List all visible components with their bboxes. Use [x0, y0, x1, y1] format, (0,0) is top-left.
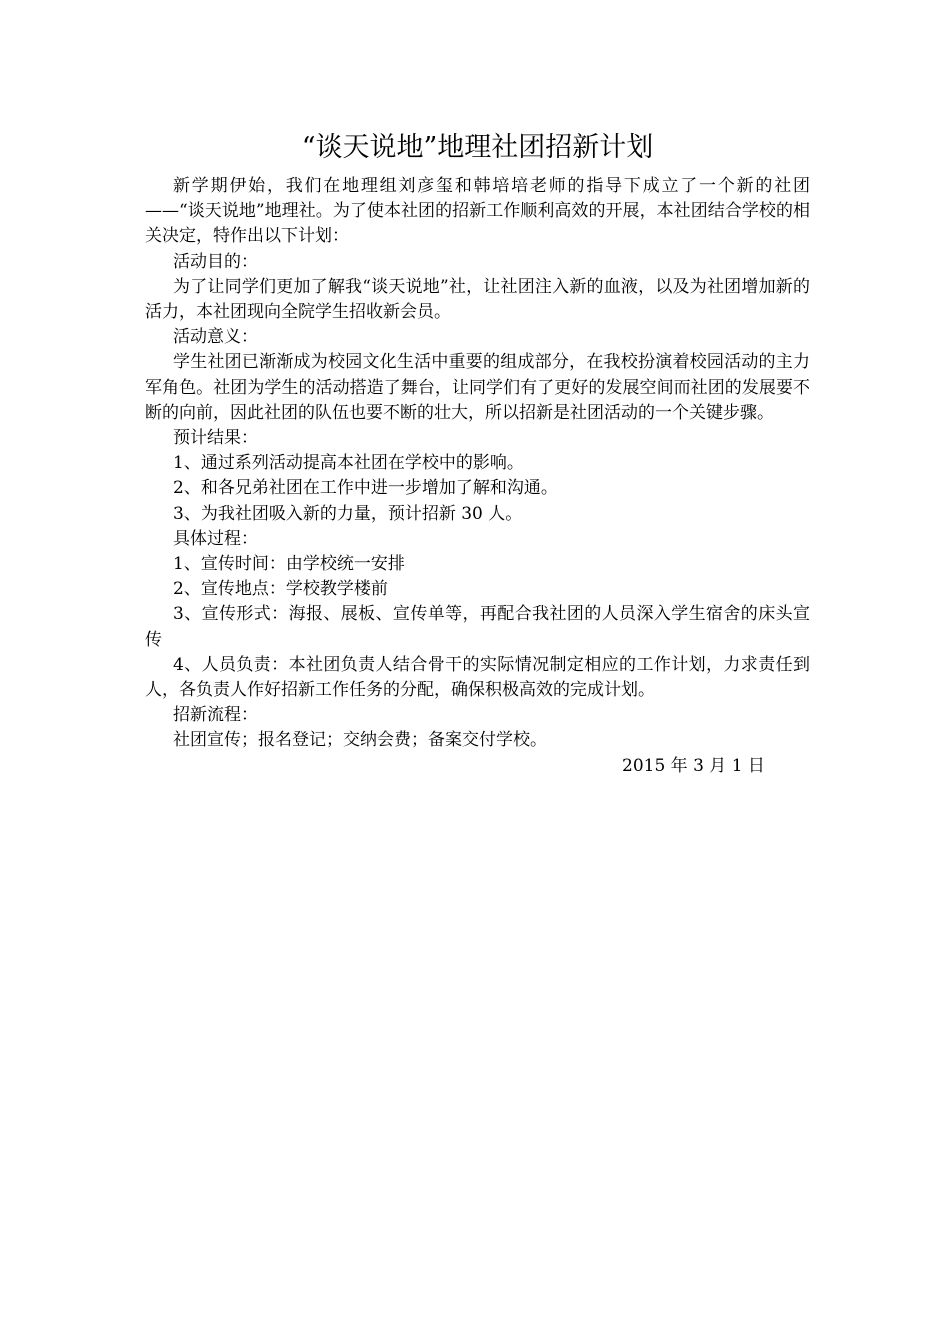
process-item: 4、人员负责：本社团负责人结合骨干的实际情况制定相应的工作计划，力求责任到人，各负责人作好招新工作任务的分配，确保积极高效的完成计划。: [145, 654, 810, 701]
expected-results-heading: 预计结果：: [173, 428, 258, 449]
expected-result-item: 2、和各兄弟社团在工作中进一步增加了解和沟通。: [173, 478, 558, 499]
intro-paragraph: 新学期伊始，我们在地理组刘彦玺和韩培培老师的指导下成立了一个新的社团——“谈天说地”地理社。为了使本社团的招新工作顺利高效的开展，本社团结合学校的相关决定，特作出以下计划：: [145, 176, 810, 247]
purpose-paragraph: 为了让同学们更加了解我“谈天说地”社，让社团注入新的血液，以及为社团增加新的活力，本社团现向全院学生招收新会员。: [145, 276, 810, 323]
significance-heading: 活动意义：: [173, 327, 258, 348]
expected-result-item: 3、为我社团吸入新的力量，预计招新 30 人。: [173, 503, 523, 524]
recruitment-flow-paragraph: 社团宣传；报名登记；交纳会费；备案交付学校。: [173, 730, 547, 751]
expected-result-item: 1、通过系列活动提高本社团在学校中的影响。: [173, 453, 524, 474]
process-item: 3、宣传形式：海报、展板、宣传单等，再配合我社团的人员深入学生宿舍的床头宣传: [145, 604, 810, 650]
document-title: “谈天说地”地理社团招新计划: [301, 132, 654, 163]
document-date: 2015 年 3 月 1 日: [622, 755, 765, 776]
process-item: 1、宣传时间：由学校统一安排: [173, 554, 405, 575]
document-page: [145, 128, 810, 776]
recruitment-flow-heading: 招新流程：: [173, 705, 258, 726]
process-heading: 具体过程：: [173, 528, 258, 549]
purpose-heading: 活动目的：: [173, 251, 258, 272]
significance-paragraph: 学生社团已渐渐成为校园文化生活中重要的组成部分，在我校扮演着校园活动的主力军角色。社团为学生的活动搭造了舞台，让同学们有了更好的发展空间而社团的发展要不断的向前，因此社团的队伍也要不断的壮大，所以招新是社团活动的一个关键步骤。: [145, 352, 810, 423]
process-item: 2、宣传地点：学校教学楼前: [173, 579, 388, 600]
